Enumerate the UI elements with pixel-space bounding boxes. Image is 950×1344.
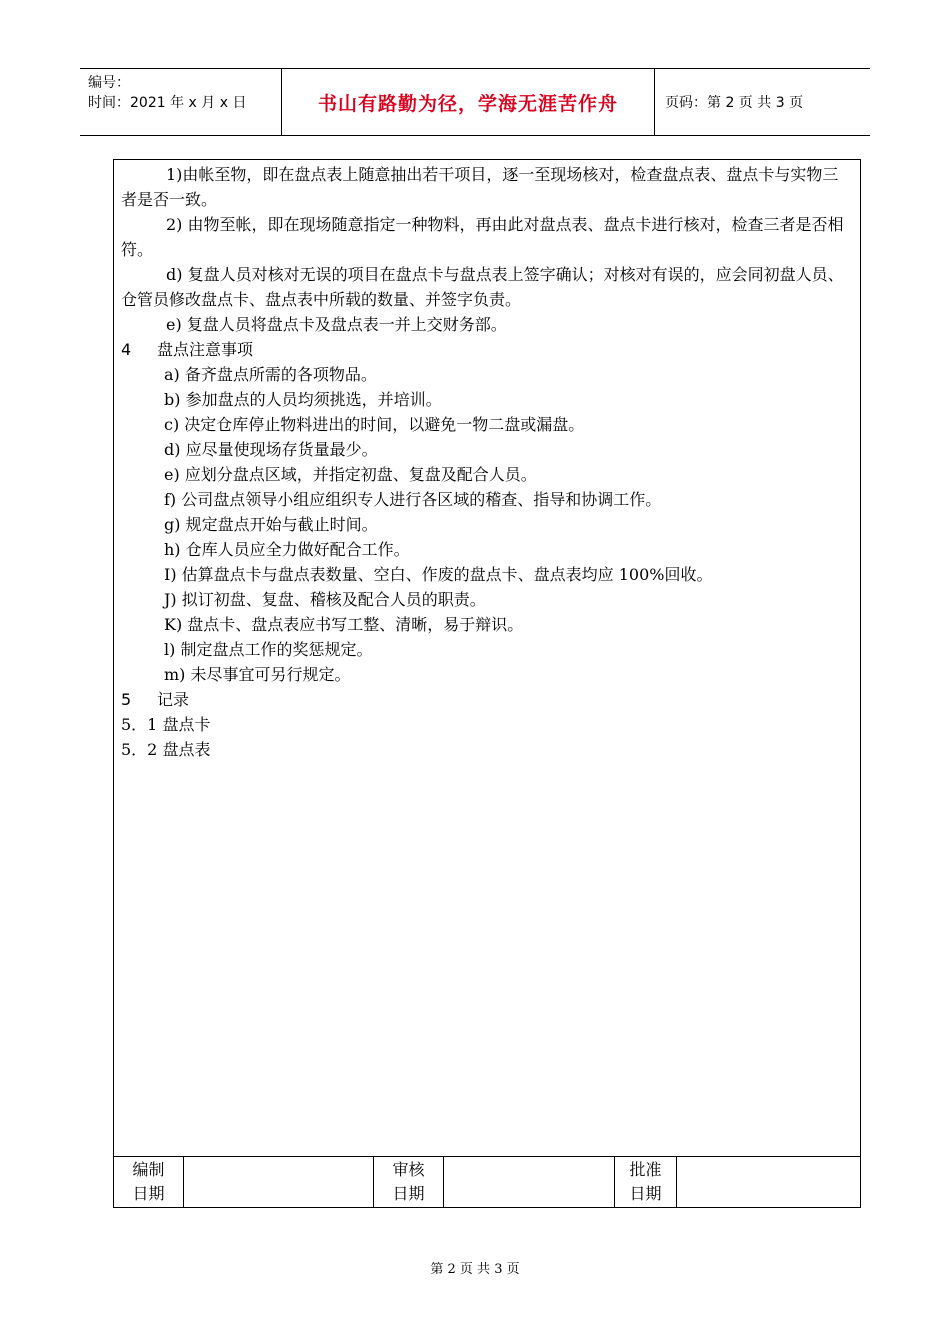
list-item: b) 参加盘点的人员均须挑选，并培训。 bbox=[164, 390, 442, 409]
list-item: K) 盘点卡、盘点表应书写工整、清晰，易于辩识。 bbox=[164, 615, 524, 634]
paragraph: 1)由帐至物，即在盘点表上随意抽出若干项目，逐一至现场核对，检查盘点表、盘点卡与实物三者是否一致。 bbox=[121, 165, 839, 209]
section-number: 5 bbox=[121, 690, 132, 709]
number-label: 编号： bbox=[88, 75, 130, 91]
compile-value-cell bbox=[184, 1157, 374, 1207]
section-number: 4 bbox=[121, 340, 132, 359]
approve-label bbox=[615, 1157, 677, 1207]
approve-value-cell bbox=[677, 1157, 860, 1207]
list-item: m) 未尽事宜可另行规定。 bbox=[164, 665, 351, 684]
section-heading bbox=[121, 337, 852, 362]
content-body bbox=[121, 162, 852, 762]
compile-text: 编制 bbox=[132, 1160, 165, 1179]
review-date-text: 日期 bbox=[392, 1184, 425, 1203]
paragraph: 2) 由物至帐，即在现场随意指定一种物料，再由此对盘点表、盘点卡进行核对，检查三者是否相符。 bbox=[121, 215, 844, 259]
compile-date-text: 日期 bbox=[132, 1184, 165, 1203]
page-label: 页码：第 2 页 共 3 页 bbox=[665, 95, 804, 111]
approve-date-text: 日期 bbox=[629, 1184, 662, 1203]
section-title: 盘点注意事项 bbox=[157, 340, 254, 359]
list-item: a) 备齐盘点所需的各项物品。 bbox=[164, 365, 377, 384]
list-item: l) 制定盘点工作的奖惩规定。 bbox=[164, 640, 373, 659]
list-item: c) 决定仓库停止物料进出的时间，以避免一物二盘或漏盘。 bbox=[164, 415, 585, 434]
approve-text: 批准 bbox=[629, 1160, 662, 1179]
list-item: f) 公司盘点领导小组应组织专人进行各区域的稽查、指导和协调工作。 bbox=[164, 490, 662, 509]
review-text: 审核 bbox=[392, 1160, 425, 1179]
content-box bbox=[113, 159, 861, 1208]
section-heading bbox=[121, 687, 852, 712]
record-item: 5．2 盘点表 bbox=[121, 740, 211, 759]
time-label: 时间：2021 年 x 月 x 日 bbox=[88, 95, 247, 111]
header-meta bbox=[80, 69, 282, 135]
list-item: g) 规定盘点开始与截止时间。 bbox=[164, 515, 378, 534]
list-item: J) 拟订初盘、复盘、稽核及配合人员的职责。 bbox=[164, 590, 486, 609]
signature-table bbox=[114, 1156, 860, 1207]
motto: 书山有路勤为径，学海无涯苦作舟 bbox=[282, 69, 655, 135]
section-title: 记录 bbox=[157, 690, 190, 709]
list-item: I) 估算盘点卡与盘点表数量、空白、作废的盘点卡、盘点表均应 100%回收。 bbox=[164, 565, 713, 584]
review-label bbox=[374, 1157, 444, 1207]
paragraph: e) 复盘人员将盘点卡及盘点表一并上交财务部。 bbox=[166, 315, 507, 334]
list-item: h) 仓库人员应全力做好配合工作。 bbox=[164, 540, 410, 559]
document-header bbox=[80, 68, 870, 136]
record-item: 5．1 盘点卡 bbox=[121, 715, 211, 734]
page-number-footer: 第 2 页 共 3 页 bbox=[430, 1262, 520, 1277]
list-item: e) 应划分盘点区域，并指定初盘、复盘及配合人员。 bbox=[164, 465, 537, 484]
review-value-cell bbox=[444, 1157, 615, 1207]
list-item: d) 应尽量使现场存货量最少。 bbox=[164, 440, 378, 459]
compile-label bbox=[114, 1157, 184, 1207]
paragraph: d) 复盘人员对核对无误的项目在盘点卡与盘点表上签字确认；对核对有误的，应会同初盘人员、仓管员修改盘点卡、盘点表中所载的数量、并签字负责。 bbox=[121, 265, 844, 309]
